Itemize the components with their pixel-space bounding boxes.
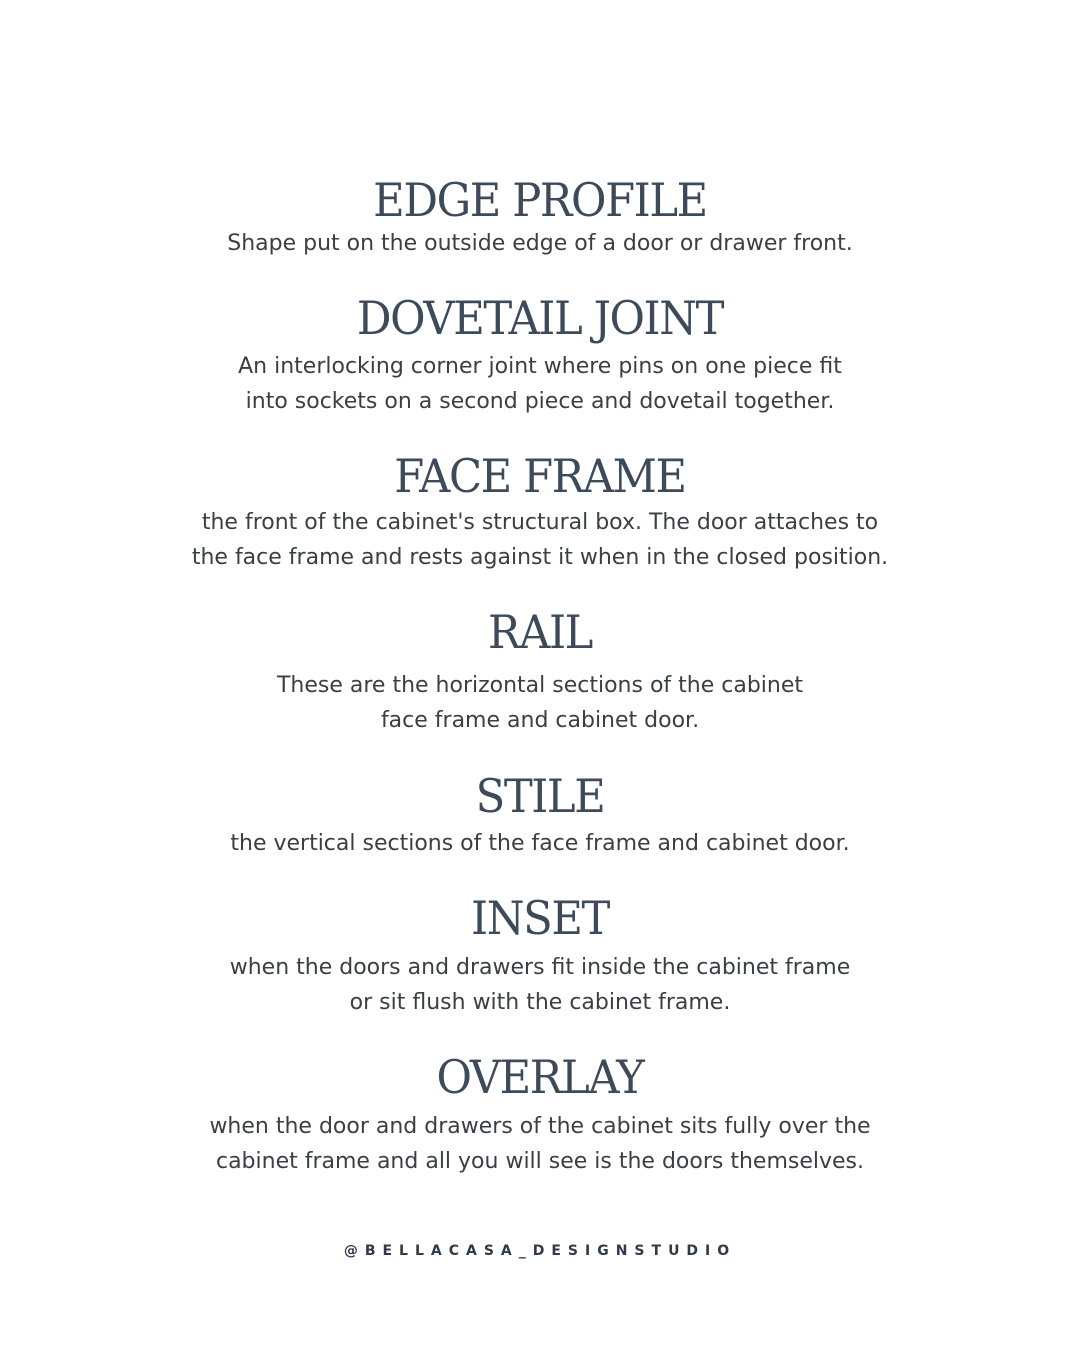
social-handle: @BELLACASA_DESIGNSTUDIO (343, 1243, 737, 1259)
term-stile: STILE (475, 769, 605, 823)
definition-stile (0, 826, 1080, 861)
definition-line: Shape put on the outside edge of a door or drawer front. (227, 231, 853, 256)
term-inset: INSET (471, 891, 609, 945)
definition-line: when the doors and drawers fit inside the cabinet frame (229, 955, 851, 980)
term-rail: RAIL (488, 605, 592, 659)
term-overlay: OVERLAY (436, 1050, 644, 1104)
definition-line: the vertical sections of the face frame and cabinet door. (230, 831, 850, 856)
definition-line: into sockets on a second piece and dovetail together. (245, 389, 835, 414)
term-face-frame: FACE FRAME (394, 449, 686, 503)
definition-line: face frame and cabinet door. (380, 708, 700, 733)
definition-face-frame (0, 505, 1080, 575)
definition-line: the face frame and rests against it when in the closed position. (191, 545, 889, 570)
definition-line: the front of the cabinet's structural box. The door attaches to (201, 510, 879, 535)
definition-line: when the door and drawers of the cabinet sits fully over the (209, 1114, 871, 1139)
definition-line: These are the horizontal sections of the cabinet (276, 673, 804, 698)
definition-overlay (0, 1109, 1080, 1179)
definition-line: cabinet frame and all you will see is the doors themselves. (215, 1149, 865, 1174)
definition-line: An interlocking corner joint where pins on one piece fit (238, 354, 842, 379)
term-dovetail-joint: DOVETAIL JOINT (356, 291, 724, 345)
definition-line: or sit flush with the cabinet frame. (349, 990, 731, 1015)
definition-rail (0, 668, 1080, 738)
definition-dovetail-joint (0, 349, 1080, 419)
definition-edge-profile (0, 226, 1080, 261)
term-edge-profile: EDGE PROFILE (373, 173, 707, 227)
definition-inset (0, 950, 1080, 1020)
